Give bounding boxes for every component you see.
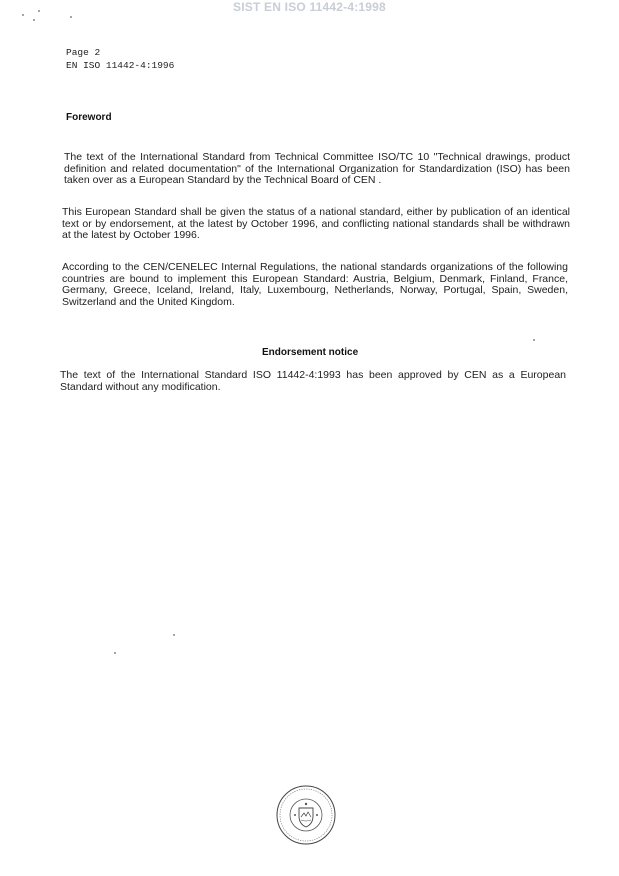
scan-speck: [533, 339, 535, 341]
scan-speck: [33, 19, 35, 21]
scan-speck: [173, 634, 175, 636]
page-number: Page 2: [66, 47, 101, 58]
document-watermark: SIST EN ISO 11442-4:1998: [233, 0, 386, 14]
foreword-paragraph-1: The text of the International Standard from Technical Committee ISO/TC 10 "Technical drawings, product definition and related documentation" of the International Organization for Standardization (ISO) has been taken over as a European Standard by the Technical Board of CEN .: [64, 151, 570, 186]
scan-speck: [38, 10, 40, 12]
foreword-heading: Foreword: [66, 112, 112, 123]
foreword-paragraph-2: This European Standard shall be given the status of a national standard, either by publication of an identical text or by endorsement, at the latest by October 1996, and conflicting national standards shall be withdrawn at the latest by October 1996.: [62, 206, 570, 241]
scan-speck: [114, 652, 116, 654]
scan-speck: [70, 16, 72, 18]
endorsement-text: The text of the International Standard ISO 11442-4:1993 has been approved by CEN as a European Standard without any modification.: [60, 369, 566, 393]
endorsement-heading: Endorsement notice: [262, 347, 359, 358]
foreword-paragraph-3: According to the CEN/CENELEC Internal Regulations, the national standards organizations of the following countries are bound to implement this European Standard: Austria, Belgium, Denmark, Finland, France, Germany, Greece, Iceland, Ireland, Italy, Luxembourg, Netherlands, Norway, Portugal, Spain, Sweden, Switzerland and the United Kingdom.: [62, 261, 568, 308]
document-id: EN ISO 11442-4:1996: [66, 60, 175, 71]
scan-speck: [22, 14, 24, 16]
official-stamp-seal-icon: [275, 784, 337, 846]
